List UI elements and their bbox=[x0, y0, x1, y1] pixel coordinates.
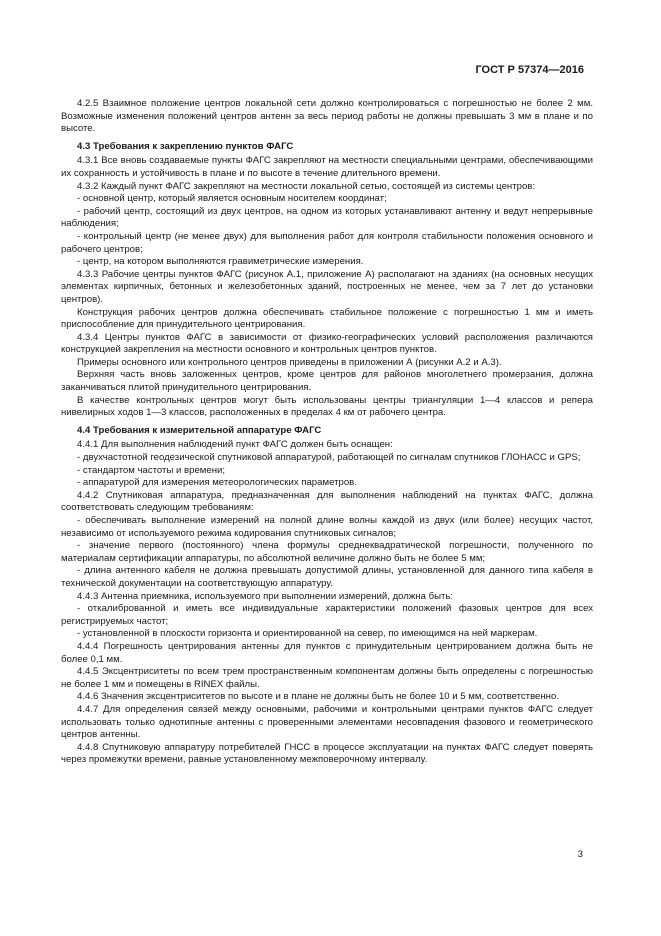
paragraph: - рабочий центр, состоящий из двух центров, на одном из которых устанавливают антенну и ведут непрерывные наблюдения; bbox=[61, 205, 593, 230]
paragraph: Верхняя часть вновь заложенных центров, кроме центров для районов многолетнего промерзания, должна заканчиваться плитой принудительного центрирования. bbox=[61, 369, 593, 394]
paragraph: - откалиброванной и иметь все индивидуальные характеристики положений фазовых центров для всех регистрируемых частот; bbox=[61, 603, 593, 627]
paragraph: 4.2.5 Взаимное положение центров локальной сети должно контролироваться с погрешностью не более 2 мм. Возможные изменения положений центров антенн за весь период работы не должны превышать 3 мм в плане и по высоте. bbox=[61, 98, 593, 135]
paragraph: - установленной в плоскости горизонта и ориентированной на север, по имеющимся на ней маркерам. bbox=[77, 628, 538, 640]
paragraph: 4.4.7 Для определения связей между основными, рабочими и контрольными центрами пунктов ФАГС следует использовать только однотипные антенны с проверенными элементами несовпадения фазового и геометрического центров антенны. bbox=[61, 703, 593, 741]
paragraph: 4.4.5 Эксцентриситеты по всем трем пространственным компонентам должны быть определены с погрешностью не более 1 мм и помещены в RINEX файлы. bbox=[61, 666, 593, 690]
section-heading: 4.4 Требования к измерительной аппаратуре ФАГС bbox=[77, 424, 322, 436]
page-number: 3 bbox=[577, 849, 583, 860]
paragraph: В качестве контрольных центров могут быть использованы центры триангуляции 1—4 классов и репера нивелирных ходов 1—3 классов, расположенных в пределах 4 км от рабочего центра. bbox=[61, 394, 593, 419]
paragraph: 4.3.1 Все вновь создаваемые пункты ФАГС закрепляют на местности специальными центрами, обеспечивающими их сохранность и устойчивость в плане и по высоте в течение длительного времени. bbox=[61, 155, 593, 179]
paragraph: 4.3.4 Центры пунктов ФАГС в зависимости от физико-географических условий расположения различаются конструкцией закрепления на местности основного и контрольных центров пунктов. bbox=[61, 331, 593, 356]
paragraph: 4.4.6 Значения эксцентриситетов по высоте и в плане не должны быть не более 10 и 5 мм, соответственно. bbox=[77, 691, 559, 703]
paragraph: 4.3.3 Рабочие центры пунктов ФАГС (рисунок А.1, приложение А) располагают на зданиях (на основных несущих элементах кирпичных, бетонных и железобетонных зданий, построенных не менее, чем за 7 лет до установки центров). bbox=[61, 268, 593, 305]
paragraph: 4.4.2 Спутниковая аппаратура, предназначенная для выполнения наблюдений на пунктах ФАГС, должна соответствовать следующим требованиям: bbox=[61, 489, 593, 514]
paragraph: - обеспечивать выполнение измерений на полной длине волны каждой из двух (или более) несущих частот, независимо от используемого режима кодирования спутниковых сигналов; bbox=[61, 515, 593, 539]
paragraph: 4.4.1 Для выполнения наблюдений пункт ФАГС должен быть оснащен: bbox=[77, 439, 393, 451]
paragraph: - стандартом частоты и времени; bbox=[77, 464, 226, 476]
paragraph: - центр, на котором выполняются гравиметрические измерения. bbox=[77, 256, 364, 268]
paragraph: Конструкция рабочих центров должна обеспечивать стабильное положение с погрешностью 1 мм и иметь приспособление для принудительного центрирования. bbox=[61, 306, 593, 331]
paragraph: - двухчастотной геодезической спутниковой аппаратурой, работающей по сигналам спутников ГЛОНАСС и GPS; bbox=[77, 452, 581, 464]
paragraph: - контрольный центр (не менее двух) для выполнения работ для контроля стабильности положения основного и рабочего центров; bbox=[61, 230, 593, 255]
paragraph: 4.4.8 Спутниковую аппаратуру потребителей ГНСС в процессе эксплуатации на пунктах ФАГС следует поверять через промежутки времени, равные установленному межповерочному интервалу. bbox=[61, 741, 593, 766]
paragraph: 4.4.3 Антенна приемника, используемого при выполнении измерений, должна быть: bbox=[77, 590, 454, 602]
section-heading: 4.3 Требования к закреплению пунктов ФАГС bbox=[77, 140, 294, 152]
standard-header: ГОСТ Р 57374—2016 bbox=[475, 64, 584, 76]
document-body bbox=[61, 98, 593, 767]
paragraph: 4.3.2 Каждый пункт ФАГС закрепляют на местности локальной сетью, состоящей из системы центров: bbox=[77, 180, 536, 192]
paragraph: - основной центр, который является основным носителем координат; bbox=[77, 193, 387, 205]
paragraph: - значение первого (постоянного) члена формулы среднеквадратической погрешности, полученного по материалам сертификации аппаратуры, по абсолютной величине должно быть не более 5 мм; bbox=[61, 540, 593, 564]
paragraph: Примеры основного или контрольного центров приведены в приложении А (рисунки А.2 и А.3). bbox=[77, 356, 502, 368]
paragraph: - длина антенного кабеля не должна превышать допустимой длины, установленной для данного типа кабеля в технической документации на соответствующую аппаратуру. bbox=[61, 565, 593, 589]
paragraph: - аппаратурой для измерения метеорологических параметров. bbox=[77, 477, 357, 489]
paragraph: 4.4.4 Погрешность центрирования антенны для пунктов с принудительным центрированием должна быть не более 0,1 мм. bbox=[61, 640, 593, 665]
